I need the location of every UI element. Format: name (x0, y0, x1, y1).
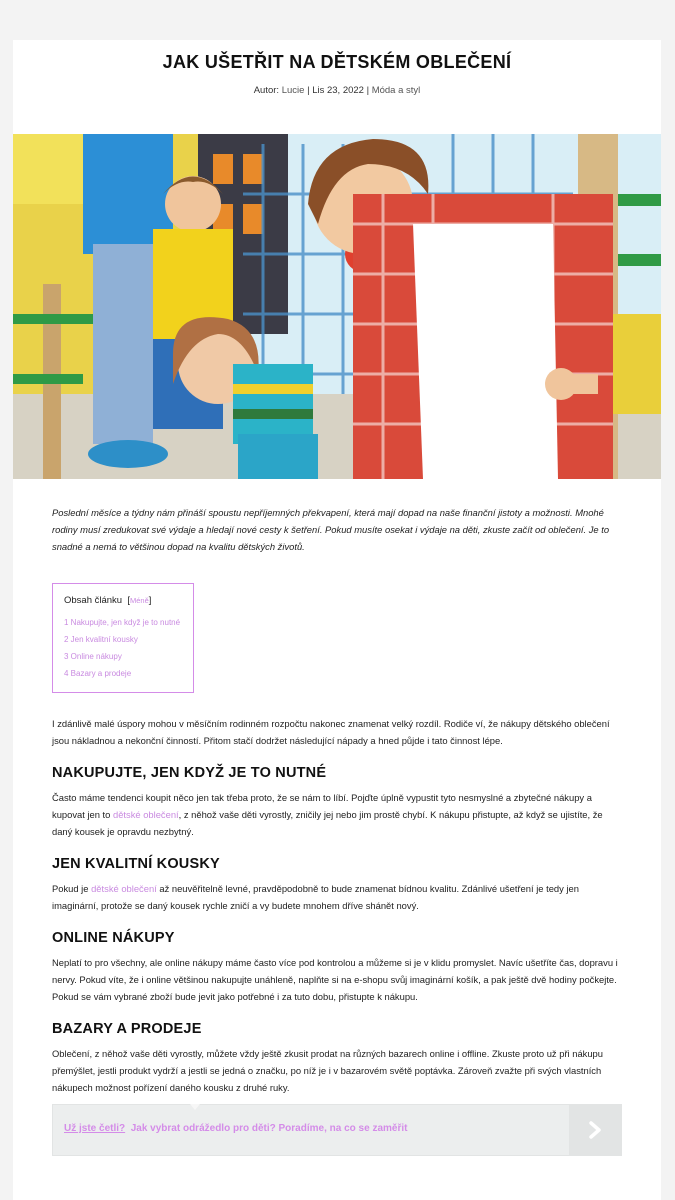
paragraph-text: Pokud je (52, 883, 92, 894)
toc-item[interactable]: 1 Nakupujte, jen když je to nutné (64, 618, 181, 627)
section-heading: BAZARY A PRODEJE (52, 1021, 202, 1037)
meta-separator: | (304, 85, 313, 96)
hero-image (13, 134, 661, 479)
toc-header (64, 595, 182, 606)
section-heading: NAKUPUJTE, JEN KDYŽ JE TO NUTNÉ (52, 765, 327, 781)
table-of-contents (52, 583, 194, 693)
related-article-box[interactable] (52, 1104, 622, 1156)
paragraph-text: Často máme tendenci koupit něco jen tak třeba proto, že se nám to líbí. Pojďte úplně vypustit tyto nesmyslné a zbytečné nákupy a kupovat jen to (52, 792, 592, 820)
meta-separator: | (363, 85, 372, 96)
kids-playground-photo (13, 134, 661, 479)
section-paragraph: Oblečení, z něhož vaše děti vyrostly, můžete vždy ještě zkusit prodat na různých bazarech online i offline. Zkuste proto už při nákupu přemýšlet, jestli produkt vydrží a jestli se jedná o značku, po níž je i v bazarovém světě poptávka. Zároveň zvažte při svých vlastních nákupech možnost pořízení daného kousku z druhé ruky. (52, 1048, 603, 1093)
article-page (13, 40, 661, 1200)
related-next-button[interactable] (569, 1105, 621, 1155)
toc-item[interactable]: 4 Bazary a prodeje (64, 669, 132, 678)
toc-item[interactable]: 2 Jen kvalitní kousky (64, 635, 138, 644)
toc-title: Obsah článku (64, 595, 123, 606)
article-meta (13, 85, 661, 96)
section-paragraph (52, 789, 622, 840)
toc-item[interactable]: 3 Online nákupy (64, 652, 122, 661)
lead-paragraph: I zdánlivě malé úspory mohou v měsíčním rodinném rozpočtu nakonec znamenat velký rozdíl. Rodiče ví, že nákupy dětského oblečení jsou nákladnou a nekonční činností. Přitom stačí dodržet následující nápady a hned půjde i tato činnost lépe. (52, 718, 610, 746)
section-heading: ONLINE NÁKUPY (52, 930, 175, 946)
article-intro: Poslední měsíce a týdny nám přináší spoustu nepříjemných překvapení, která mají dopad na naše finanční jistoty a možnosti. Mnohé rodiny musí zredukovat své výdaje a hledají nové cesty k šetření. Pokud musíte osekat i výdaje na děti, zkuste začít od oblečení. Je to snadné a nemá to většinou dopad na kvalitu dětských životů. (52, 507, 610, 552)
author-prefix: Autor: (253, 85, 282, 96)
related-article-link[interactable] (64, 1123, 407, 1134)
article-body (52, 504, 622, 1156)
related-notch (190, 1104, 200, 1110)
chevron-right-icon (588, 1121, 602, 1139)
toc-list (64, 614, 182, 682)
paragraph-text: , z něhož vaše děti vyrostly, zničily jej nebo jim prostě chybí. K nákupu přistupte, až když se ujistíte, že daný kousek je opravdu nezbytný. (52, 809, 603, 837)
toc-bracket-close: ] (148, 595, 152, 606)
section-heading: JEN KVALITNÍ KOUSKY (52, 856, 220, 872)
kids-clothing-link[interactable]: dětské oblečení (112, 809, 179, 820)
article-title: JAK UŠETŘIT NA DĚTSKÉM OBLEČENÍ (162, 52, 512, 72)
publish-date: Lis 23, 2022 (312, 85, 364, 96)
section-paragraph: Neplatí to pro všechny, ale online nákupy máme často více pod kontrolou a můžeme si je v klidu promyslet. Navíc ušetříte čas, dopravu i nervy. Pokud víte, že i online většinou nakupujte unáhleně, naplňte si na e-shopu svůj imaginární košík, a pak ještě dvě hodiny počkejte. Pokud se vám vybrané zboží bude jevit jako potřebné i za tuto dobu, přistupte k nákupu. (52, 957, 618, 1002)
category-link[interactable]: Móda a styl (371, 85, 421, 96)
toc-bracket-open: [ (127, 595, 131, 606)
section-paragraph (52, 880, 622, 914)
paragraph-text: až neuvěřitelně levné, pravděpodobně to bude znamenat bídnou kvalitu. Zdánlivé ušetření je tedy jen imaginární, protože se daný kousek rychle zničí a vy budete mnohem dříve shánět nový. (52, 883, 579, 911)
toc-toggle-button[interactable]: Méně (130, 596, 149, 605)
kids-clothing-link[interactable]: dětské oblečení (91, 883, 157, 894)
related-label: Už jste četli? (64, 1123, 126, 1134)
related-title: Jak vybrat odrážedlo pro děti? Poradíme, na co se zaměřit (130, 1123, 408, 1134)
author-link[interactable]: Lucie (281, 85, 305, 96)
